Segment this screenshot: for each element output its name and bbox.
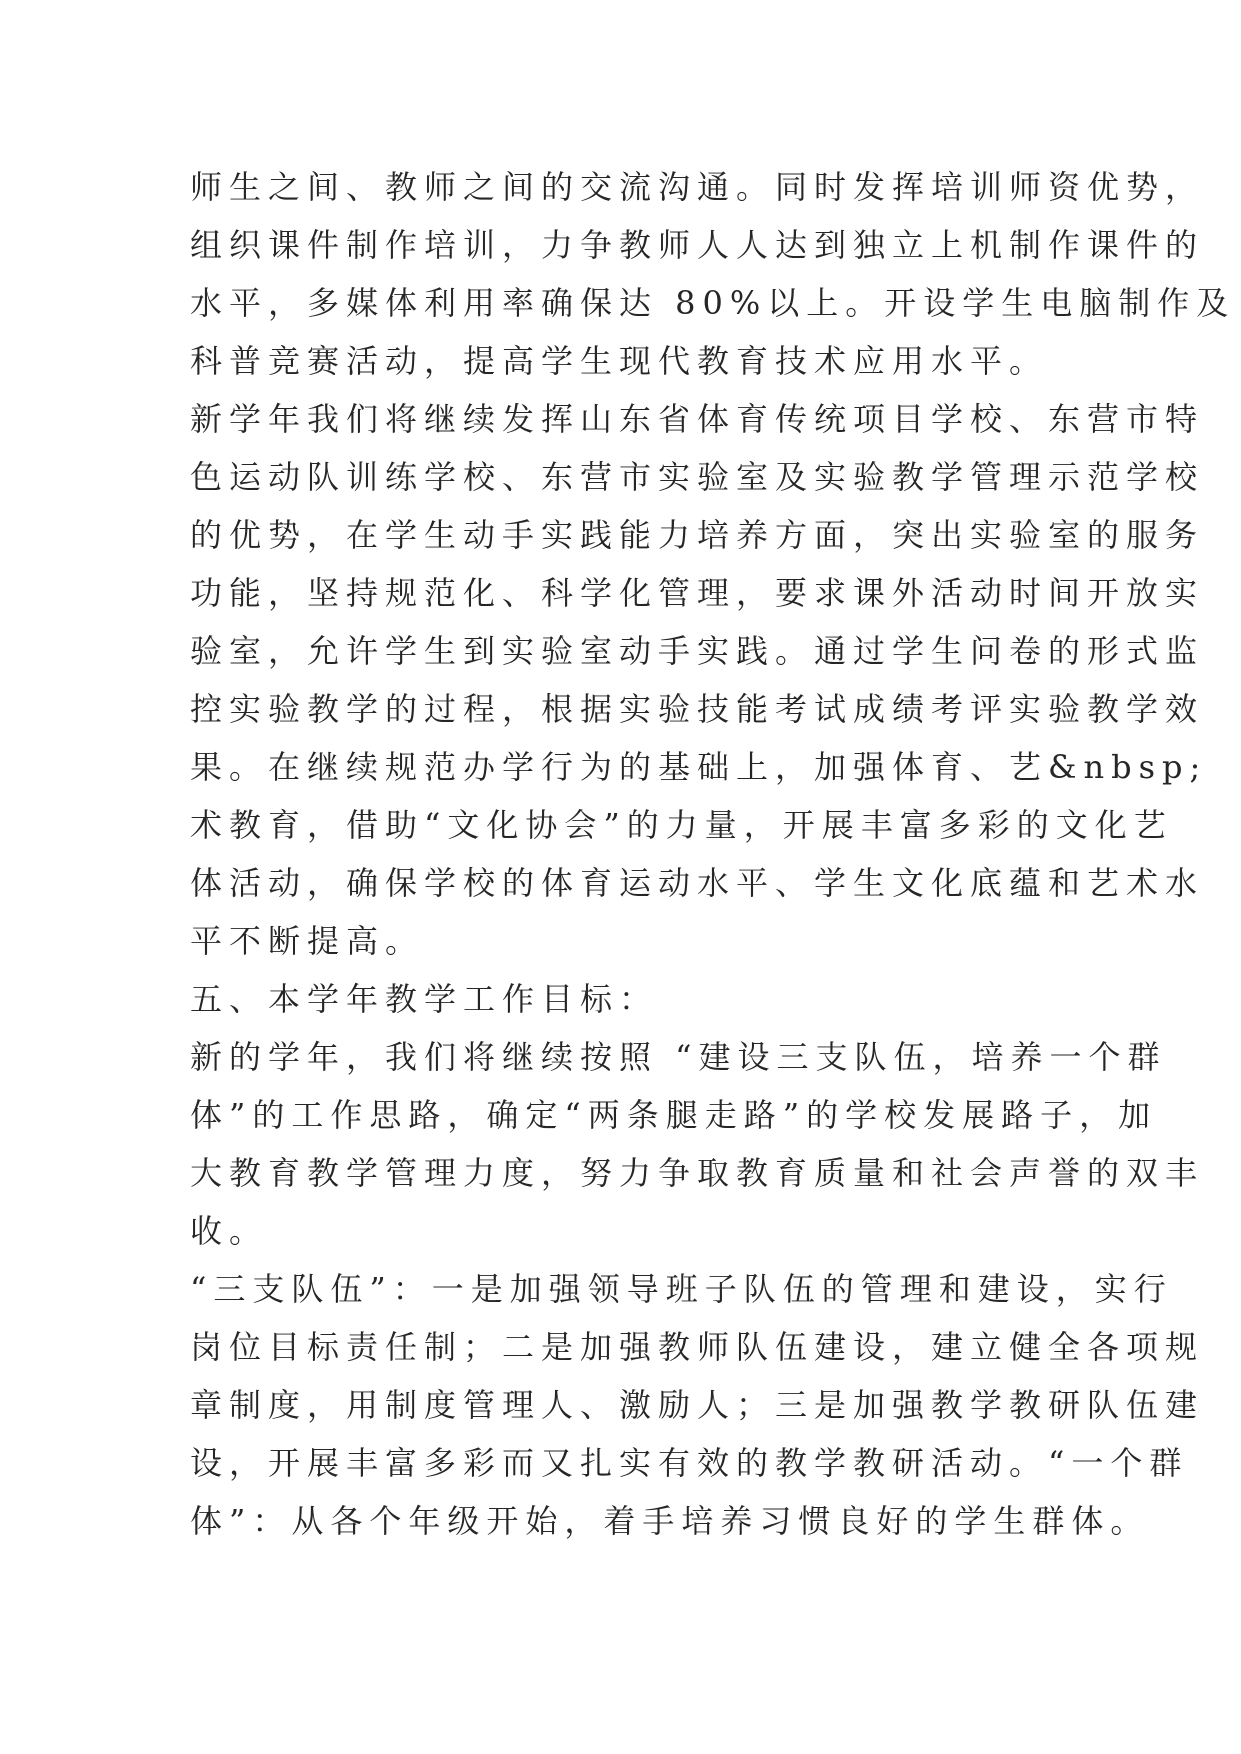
text-line: 新学年我们将继续发挥山东省体育传统项目学校、东营市特: [190, 400, 1205, 438]
text-line: 控实验教学的过程，根据实验技能考试成绩考评实验教学效: [190, 690, 1205, 728]
text-line: “三支队伍”：一是加强领导班子队伍的管理和建设，实行: [190, 1270, 1173, 1308]
text-line: 功能，坚持规范化、科学化管理，要求课外活动时间开放实: [190, 574, 1205, 612]
text-line: 科普竞赛活动，提高学生现代教育技术应用水平。: [190, 342, 1049, 380]
text-line: 的优势，在学生动手实践能力培养方面，突出实验室的服务: [190, 516, 1205, 554]
text-line: 色运动队训练学校、东营市实验室及实验教学管理示范学校: [190, 458, 1205, 496]
text-line: 章制度，用制度管理人、激励人；三是加强教学教研队伍建: [190, 1386, 1205, 1424]
text-line: 果。在继续规范办学行为的基础上，加强体育、艺&nbsp;: [190, 748, 1208, 786]
text-line: 组织课件制作培训，力争教师人人达到独立上机制作课件的: [190, 226, 1205, 264]
text-line: 设，开展丰富多彩而又扎实有效的教学教研活动。“一个群: [190, 1444, 1189, 1482]
text-line: 收。: [190, 1212, 269, 1250]
text-line: 术教育，借助“文化协会”的力量，开展丰富多彩的文化艺: [190, 806, 1173, 844]
text-line: 体活动，确保学校的体育运动水平、学生文化底蕴和艺术水: [190, 864, 1205, 902]
text-line: 体”：从各个年级开始，着手培养习惯良好的学生群体。: [190, 1502, 1150, 1540]
text-line: 水平，多媒体利用率确保达 80%以上。开设学生电脑制作及: [190, 284, 1236, 322]
text-line: 师生之间、教师之间的交流沟通。同时发挥培训师资优势，: [190, 168, 1205, 206]
text-line: 平不断提高。: [190, 922, 425, 960]
text-line: 岗位目标责任制；二是加强教师队伍建设，建立健全各项规: [190, 1328, 1205, 1366]
section-heading: 五、本学年教学工作目标：: [190, 980, 659, 1018]
text-line: 新的学年，我们将继续按照 “建设三支队伍，培养一个群: [190, 1038, 1167, 1076]
text-line: 大教育教学管理力度，努力争取教育质量和社会声誉的双丰: [190, 1154, 1205, 1192]
body-text: [190, 158, 1236, 1550]
text-line: 验室，允许学生到实验室动手实践。通过学生问卷的形式监: [190, 632, 1205, 670]
text-line: 体”的工作思路，确定“两条腿走路”的学校发展路子，加: [190, 1096, 1158, 1134]
